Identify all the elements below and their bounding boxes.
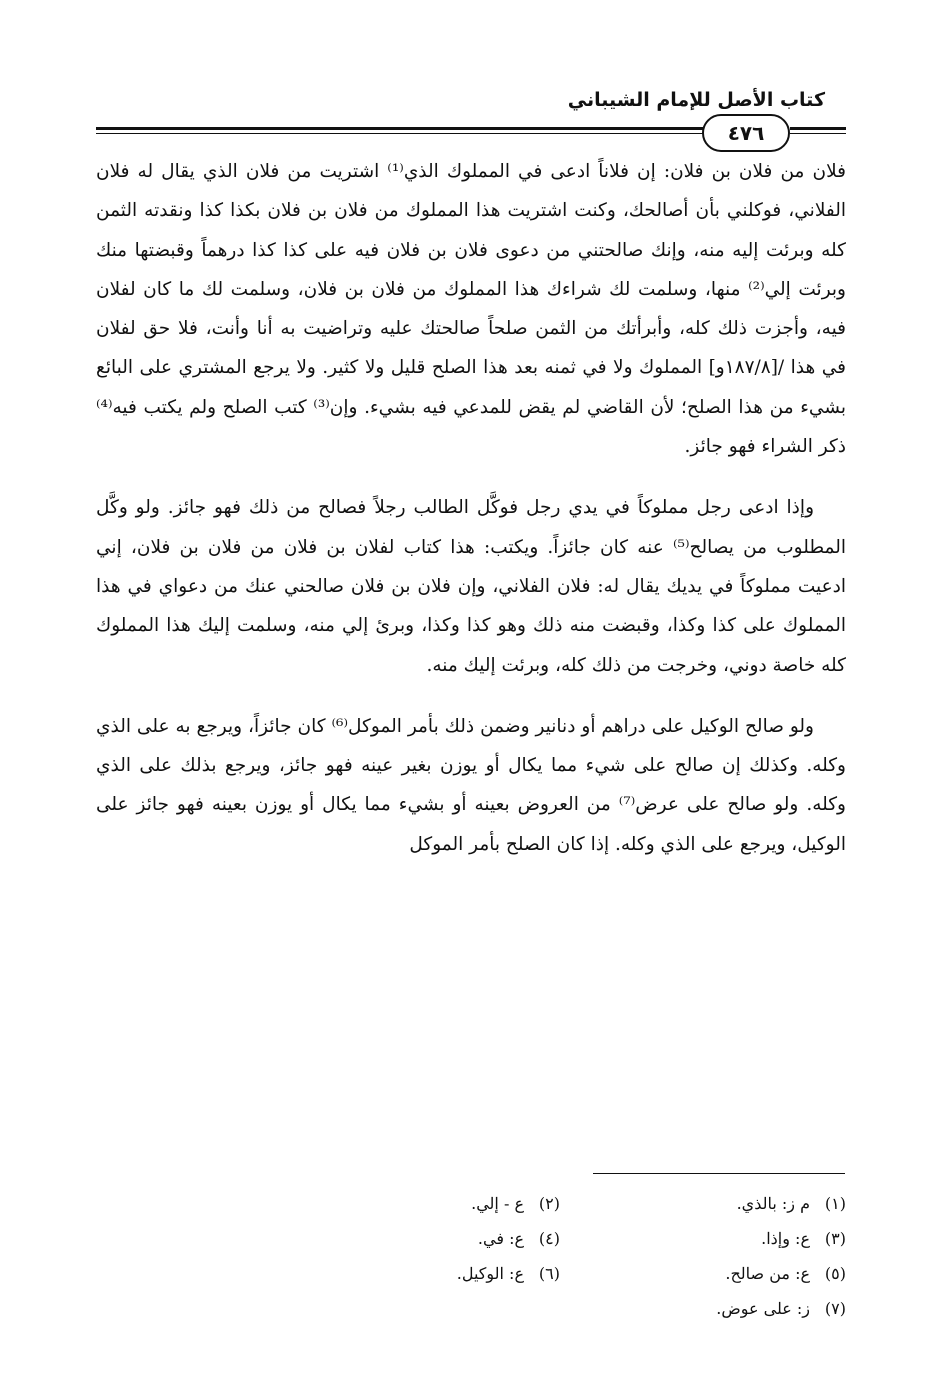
footnote-4 bbox=[300, 1221, 560, 1256]
running-header-title: كتاب الأصل للإمام الشيباني bbox=[567, 89, 825, 111]
header-rule-thin bbox=[96, 133, 706, 134]
paragraph-2: وإذا ادعى رجل مملوكاً في يدي رجل فوكَّل الطالب رجلاً فصالح من ذلك فهو جائز. ولو وكَّل المطلوب من يصالح⁽⁵⁾ عنه كان جائزاً. ويكتب: هذا كتاب لفلان بن فلان من فلان بن فلان، إني ادعيت مملوكاً في يديك يقال له: فلان الفلاني، وإن فلان بن فلان صالحني عنك من دعواي في هذا المملوك على كذا وكذا، وقبضت منه ذلك وهو كذا وكذا، وبرئ إلي منه، وسلمت إليك هذا المملوك كله خاصة دوني، وخرجت من ذلك كله، وبرئت إليك منه. bbox=[96, 497, 846, 676]
footnote-5 bbox=[586, 1256, 846, 1291]
footnote-number: (٤) bbox=[538, 1229, 560, 1248]
header-rule-thin-right bbox=[790, 133, 846, 134]
footnote-number: (٣) bbox=[824, 1229, 846, 1248]
footnote-3 bbox=[586, 1221, 846, 1256]
header-rule-thick bbox=[96, 127, 706, 130]
footnote-text: م ز: بالذي. bbox=[736, 1194, 810, 1213]
footnote-number: (٢) bbox=[538, 1194, 560, 1213]
footnote-number: (٦) bbox=[538, 1264, 560, 1283]
footnote-separator bbox=[593, 1173, 845, 1174]
header-rule-thick-right bbox=[790, 127, 846, 130]
footnote-number: (٥) bbox=[824, 1264, 846, 1283]
footnote-text: ع - إلي. bbox=[471, 1194, 524, 1213]
footnote-1 bbox=[586, 1186, 846, 1221]
footnote-7 bbox=[586, 1291, 846, 1326]
footnote-text: ع: الوكيل. bbox=[456, 1264, 524, 1283]
footnote-text: ع: وإذا. bbox=[761, 1229, 810, 1248]
footnote-text: ز: على عوض. bbox=[716, 1299, 810, 1318]
footnote-text: ع: من صالح. bbox=[725, 1264, 810, 1283]
footnote-2 bbox=[300, 1186, 560, 1221]
footnote-number: (١) bbox=[824, 1194, 846, 1213]
footnote-text: ع: في. bbox=[477, 1229, 524, 1248]
page-number: ٤٧٦ bbox=[702, 114, 790, 152]
footnotes bbox=[300, 1186, 846, 1326]
footnote-number: (٧) bbox=[824, 1299, 846, 1318]
body-text bbox=[96, 152, 846, 864]
footnote-6 bbox=[300, 1256, 560, 1291]
paragraph-3: ولو صالح الوكيل على دراهم أو دنانير وضمن ذلك بأمر الموكل⁽⁶⁾ كان جائزاً، ويرجع به على الذي وكله. وكذلك إن صالح على شيء مما يكال أو يوزن بغير عينه فهو جائز، ويرجع بذلك على الذي وكله. ولو صالح على عرض⁽⁷⁾ من العروض بعينه أو بشيء مما يكال أو يوزن بعينه فهو جائز على الوكيل، ويرجع على الذي وكله. إذا كان الصلح بأمر الموكل bbox=[96, 715, 846, 855]
paragraph-1: فلان من فلان بن فلان: إن فلاناً ادعى في المملوك الذي⁽¹⁾ اشتريت من فلان الذي يقال له فلان الفلاني، فوكلني بأن أصالحك، وكنت اشتريت هذا المملوك من فلان بن فلان بكذا كذا ونقدته الثمن كله وبرئت إليه منه، وإنك صالحتني من دعوى فلان بن فلان فيه على كذا كذا درهماً وقبضتها منك وبرئت إلي⁽²⁾ منها، وسلمت لك شراءك هذا المملوك من فلان بن فلان، وسلمت لك ما كان لفلان فيه، وأجزت ذلك كله، وأبرأتك من الثمن صلحاً صالحتك عليه وتراضيت به أنا وأنت، فلا حق لفلان في هذا /[١٨٧/٨و] المملوك ولا في ثمنه بعد هذا الصلح قليل ولا كثير. ولا يرجع المشتري على البائع بشيء من هذا الصلح؛ لأن القاضي لم يقض للمدعي فيه بشيء. وإن⁽³⁾ كتب الصلح ولم يكتب فيه⁽⁴⁾ ذكر الشراء فهو جائز. bbox=[96, 161, 846, 458]
